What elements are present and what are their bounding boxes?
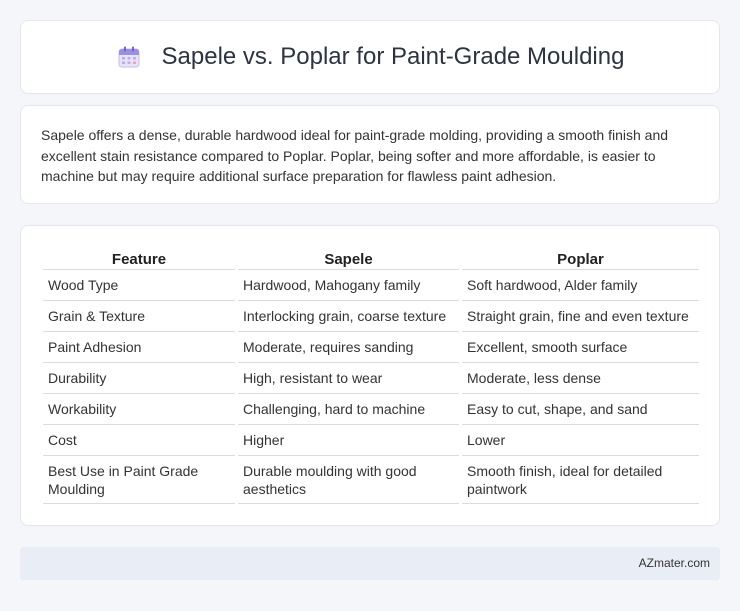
cell-poplar: Moderate, less dense — [462, 363, 699, 394]
header-feature: Feature — [43, 246, 235, 270]
cell-sapele: Moderate, requires sanding — [238, 332, 459, 363]
cell-feature: Workability — [43, 394, 235, 425]
footer-bar — [20, 547, 720, 580]
cell-poplar: Smooth finish, ideal for detailed paintwork — [462, 456, 699, 504]
header-sapele: Sapele — [238, 246, 459, 270]
cell-feature: Durability — [43, 363, 235, 394]
footer-site-link[interactable]: AZmater.com — [638, 556, 710, 570]
summary-card — [20, 105, 720, 204]
cell-sapele: Hardwood, Mahogany family — [238, 270, 459, 301]
table-row — [43, 270, 699, 301]
calendar-icon — [116, 44, 142, 70]
cell-feature: Cost — [43, 425, 235, 456]
table-row — [43, 301, 699, 332]
table-header-row — [43, 246, 699, 270]
cell-sapele: Challenging, hard to machine — [238, 394, 459, 425]
table-row — [43, 332, 699, 363]
cell-sapele: High, resistant to wear — [238, 363, 459, 394]
title-card — [20, 20, 720, 94]
cell-poplar: Soft hardwood, Alder family — [462, 270, 699, 301]
cell-sapele: Higher — [238, 425, 459, 456]
cell-feature: Wood Type — [43, 270, 235, 301]
cell-feature: Best Use in Paint Grade Moulding — [43, 456, 235, 504]
cell-poplar: Easy to cut, shape, and sand — [462, 394, 699, 425]
cell-feature: Paint Adhesion — [43, 332, 235, 363]
table-row — [43, 394, 699, 425]
header-poplar: Poplar — [462, 246, 699, 270]
comparison-table — [40, 246, 702, 504]
table-row — [43, 425, 699, 456]
cell-feature: Grain & Texture — [43, 301, 235, 332]
cell-poplar: Excellent, smooth surface — [462, 332, 699, 363]
page-title: Sapele vs. Poplar for Paint-Grade Moulding — [161, 43, 625, 70]
cell-poplar: Straight grain, fine and even texture — [462, 301, 699, 332]
cell-poplar: Lower — [462, 425, 699, 456]
table-row — [43, 456, 699, 504]
cell-sapele: Interlocking grain, coarse texture — [238, 301, 459, 332]
comparison-table-card — [20, 225, 720, 526]
cell-sapele: Durable moulding with good aesthetics — [238, 456, 459, 504]
table-row — [43, 363, 699, 394]
summary-text: Sapele offers a dense, durable hardwood ideal for paint-grade molding, providing a smooth finish and excellent stain resistance compared to Poplar. Poplar, being softer and more affordable, is easier to machine but may require additional surface preparation for flawless paint adhesion. — [41, 127, 669, 184]
